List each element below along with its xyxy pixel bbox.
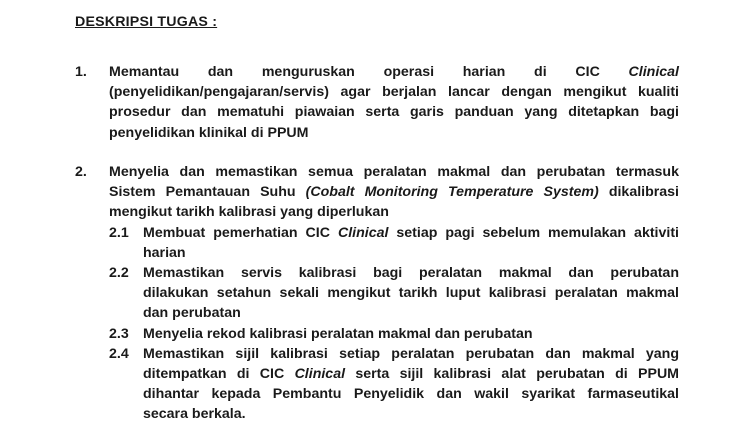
text-segment: serta sijil kalibrasi alat perubatan di PPUM (345, 366, 680, 383)
italic-text: Clinical (337, 224, 389, 241)
text-segment: Menyelia dan memastikan semua peralatan makmal dan perubatan termasuk (109, 164, 679, 180)
text-line (143, 303, 679, 323)
duty-item-number: 1. (75, 64, 87, 80)
text-segment: Memastikan servis kalibrasi bagi peralatan makmal dan perubatan (143, 265, 679, 282)
sub-item (109, 324, 679, 344)
text-segment: Memastikan sijil kalibrasi setiap peralatan perubatan dan makmal yang (143, 345, 679, 362)
text-line (143, 384, 679, 404)
text-segment: ditempatkan di CIC (143, 366, 295, 383)
duty-item-1 (75, 62, 679, 143)
text-segment: setiap pagi sebelum memulakan aktiviti (388, 224, 679, 241)
text-line (109, 102, 679, 122)
text-segment: dan perubatan (143, 305, 241, 322)
text-line (143, 263, 679, 283)
sub-item-number: 2.2 (109, 265, 129, 282)
duty-item-2 (75, 162, 679, 425)
text-segment: dihantar kepada Pembantu Penyelidik dan wakil syarikat farmaseutikal (143, 386, 679, 403)
text-line (143, 223, 679, 243)
sub-item-text (143, 263, 679, 324)
text-line (109, 62, 679, 82)
sub-item-text (143, 223, 679, 263)
text-line (143, 324, 679, 344)
text-line (143, 283, 679, 303)
text-segment: Membuat pemerhatian CIC (143, 224, 338, 241)
sub-item (109, 263, 679, 324)
italic-text: Clinical (294, 366, 346, 383)
text-segment: Memantau dan menguruskan operasi harian di CIC (109, 64, 629, 80)
section-heading: DESKRIPSI TUGAS : (75, 14, 218, 30)
text-segment: Menyelia rekod kalibrasi peralatan makmal dan perubatan (143, 325, 533, 342)
text-segment: harian (143, 244, 186, 261)
text-segment: penyelidikan klinikal di PPUM (109, 124, 309, 141)
text-line (109, 182, 679, 202)
text-line (109, 162, 679, 182)
text-segment: (penyelidikan/pengajaran/servis) agar berjalan lancar dengan mengikut kualiti (109, 84, 679, 101)
text-segment: dilakukan setahun sekali mengikut tarikh luput kalibrasi peralatan makmal (143, 285, 679, 302)
text-segment: dikalibrasi (598, 184, 680, 201)
duty-item-number: 2. (75, 164, 87, 180)
duty-item-text (109, 62, 679, 143)
text-line (109, 82, 679, 102)
text-line (109, 202, 679, 222)
sub-item-text (143, 344, 679, 425)
text-segment: Sistem Pemantauan Suhu (109, 184, 306, 201)
duty-item-text (109, 162, 679, 223)
italic-text: (Cobalt Monitoring Temperature System) (305, 184, 599, 201)
sub-item-text (143, 324, 679, 344)
sub-item-number: 2.1 (109, 224, 129, 241)
text-line (143, 344, 679, 364)
text-segment: secara berkala. (143, 406, 246, 423)
text-line (143, 364, 679, 384)
text-line (109, 123, 679, 143)
text-segment: mengikut tarikh kalibrasi yang diperlukan (109, 204, 389, 221)
sub-item (109, 344, 679, 425)
sub-item-number: 2.4 (109, 345, 129, 362)
sub-item-number: 2.3 (109, 325, 129, 342)
sub-item (109, 223, 679, 263)
sub-item-list (75, 223, 679, 425)
text-segment: prosedur dan mematuhi piawaian serta garis panduan yang ditetapkan bagi (109, 104, 679, 121)
italic-text: Clinical (628, 64, 679, 80)
text-line (143, 243, 679, 263)
text-line (143, 404, 679, 424)
